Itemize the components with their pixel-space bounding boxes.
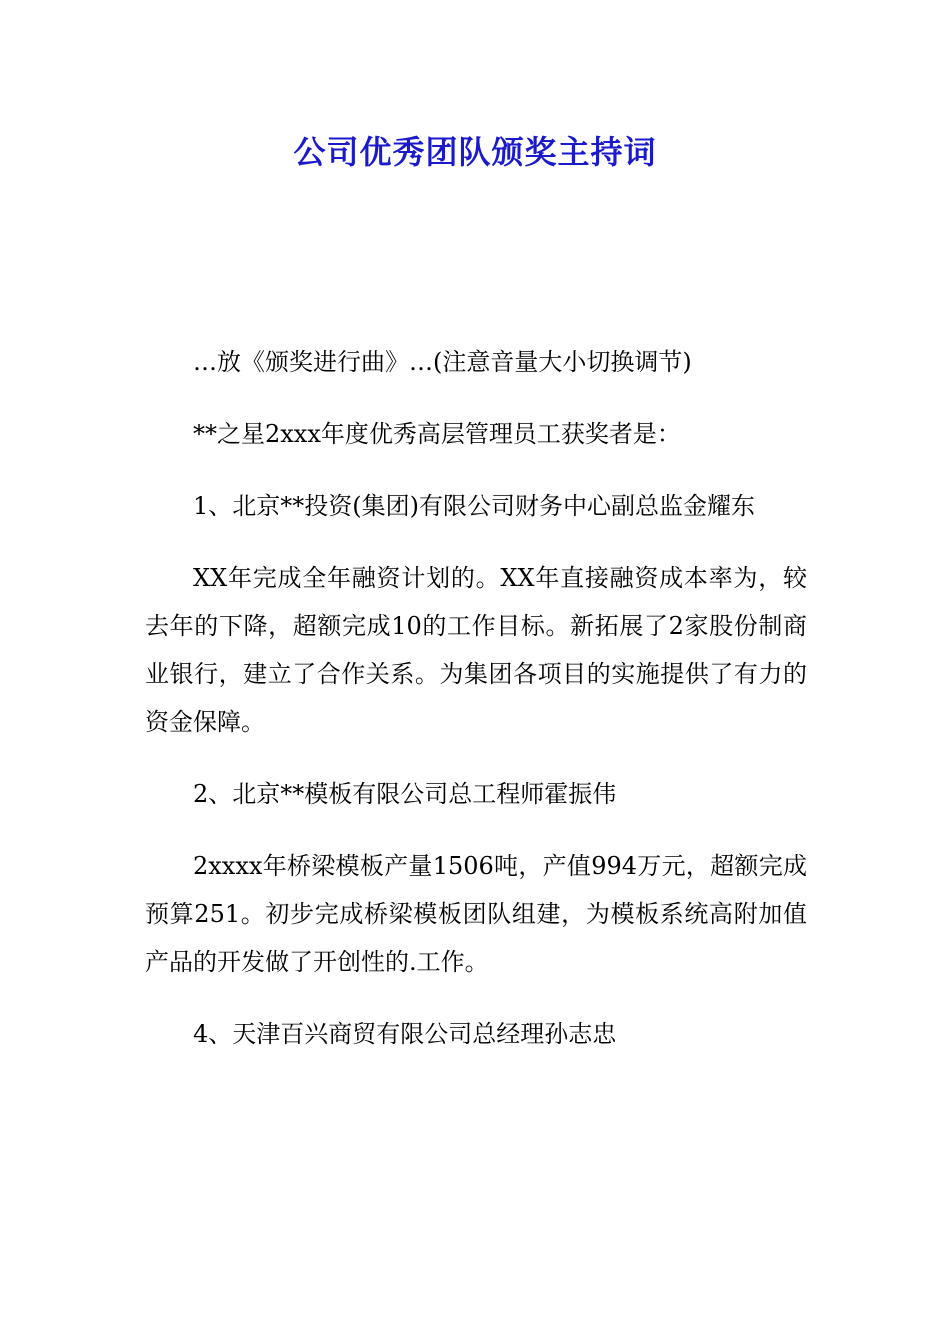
paragraph-winner-2-detail: 2xxxx年桥梁模板产量1506吨，产值994万元，超额完成预算251。初步完成桥梁模板团队组建，为模板系统高附加值产品的开发做了开创性的.工作。	[145, 852, 807, 976]
paragraph-winner-1: 1、北京**投资(集团)有限公司财务中心副总监金耀东	[193, 492, 755, 520]
document-title: 公司优秀团队颁奖主持词	[293, 133, 657, 171]
paragraph-award-intro: **之星2xxx年度优秀高层管理员工获奖者是：	[193, 420, 681, 448]
paragraph-winner-4: 4、天津百兴商贸有限公司总经理孙志忠	[193, 1020, 617, 1048]
paragraph-winner-2: 2、北京**模板有限公司总工程师霍振伟	[193, 780, 617, 808]
paragraph-music-cue: …放《颁奖进行曲》…(注意音量大小切换调节)	[193, 348, 692, 376]
document-body	[145, 338, 807, 1082]
paragraph-winner-1-detail: XX年完成全年融资计划的。XX年直接融资成本率为，较去年的下降，超额完成10的工作目标。新拓展了2家股份制商业银行，建立了合作关系。为集团各项目的实施提供了有力的资金保障。	[145, 564, 807, 736]
